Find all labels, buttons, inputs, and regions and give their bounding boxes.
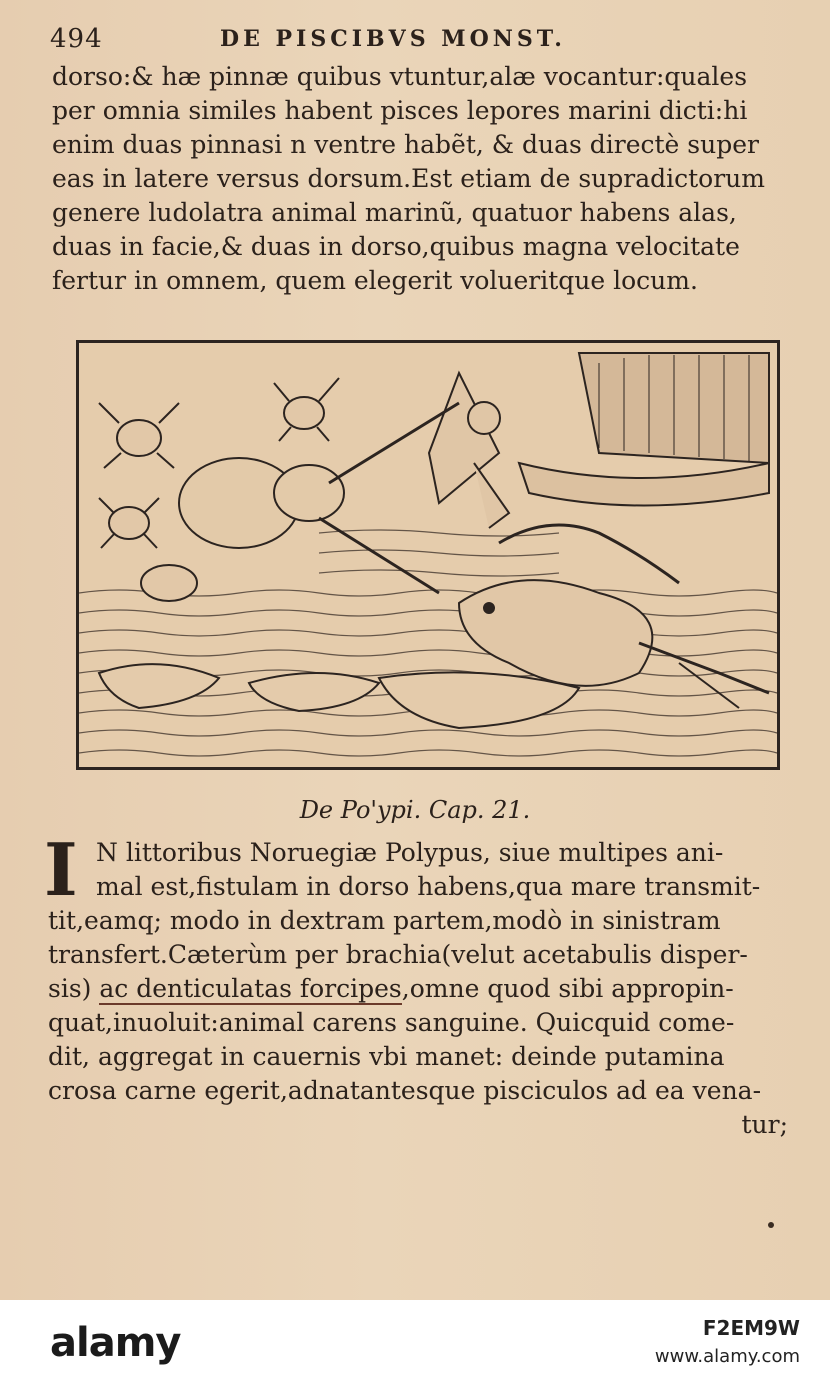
text-line-with-underline — [48, 972, 788, 1006]
ink-spot — [768, 1222, 774, 1228]
man-figure — [429, 373, 509, 528]
chapter-paragraph — [48, 836, 788, 1142]
text-line: eas in latere versus dorsum.Est etiam de supradictorum — [52, 164, 765, 193]
text-line: tit,eamq; modo in dextram partem,modò in sinistram — [48, 906, 721, 935]
chapter-caption: De Po'ypi. Cap. 21. — [299, 796, 531, 824]
catchword: tur; — [741, 1110, 788, 1139]
text-line: dit, aggregat in cauernis vbi manet: deinde putamina — [48, 1042, 725, 1071]
watermark-bar — [0, 1300, 830, 1390]
text-line: enim duas pinnasi n ventre habẽt, & duas directè super — [52, 130, 759, 159]
alamy-logo: alamy — [50, 1320, 181, 1366]
top-paragraph — [52, 60, 787, 298]
text-line: N littoribus Noruegiæ Polypus, siue multipes ani- — [96, 838, 724, 867]
woodcut-drawing — [79, 343, 777, 767]
text-line-rest: ,omne quod sibi appropin- — [401, 974, 734, 1003]
watermark-url: www.alamy.com — [654, 1346, 800, 1367]
text-line: transfert.Cæterùm per brachia(velut acetabulis disper- — [48, 940, 748, 969]
text-line: genere ludolatra animal marinũ, quatuor habens alas, — [52, 198, 737, 227]
running-head — [50, 24, 790, 58]
text-line: quat,inuoluit:animal carens sanguine. Quicquid come- — [48, 1008, 735, 1037]
text-line: dorso:& hæ pinnæ quibus vtuntur,alæ vocantur:quales — [52, 62, 748, 91]
text-line: duas in facie,& duas in dorso,quibus magna velocitate — [52, 232, 740, 261]
text-line: crosa carne egerit,adnatantesque pisciculos ad ea vena- — [48, 1076, 762, 1105]
drop-cap: I — [44, 827, 78, 912]
running-head-title: DE PISCIBVS MONST. — [220, 26, 566, 52]
text-line-prefix: sis) — [48, 974, 100, 1003]
sea-waves — [79, 530, 777, 756]
text-line: mal est,fistulam in dorso habens,qua mare transmit- — [96, 872, 761, 901]
page-number: 494 — [50, 24, 103, 54]
woodcut-illustration — [76, 340, 780, 770]
text-line: per omnia similes habent pisces lepores marini dicti:hi — [52, 96, 748, 125]
text-line: fertur in omnem, quem elegerit volueritque locum. — [52, 266, 698, 295]
image-id: F2EM9W — [702, 1316, 800, 1340]
boat — [519, 353, 769, 506]
underlined-phrase: ac denticulatas forcipes — [99, 974, 402, 1003]
beaked-sea-creature — [179, 403, 459, 593]
